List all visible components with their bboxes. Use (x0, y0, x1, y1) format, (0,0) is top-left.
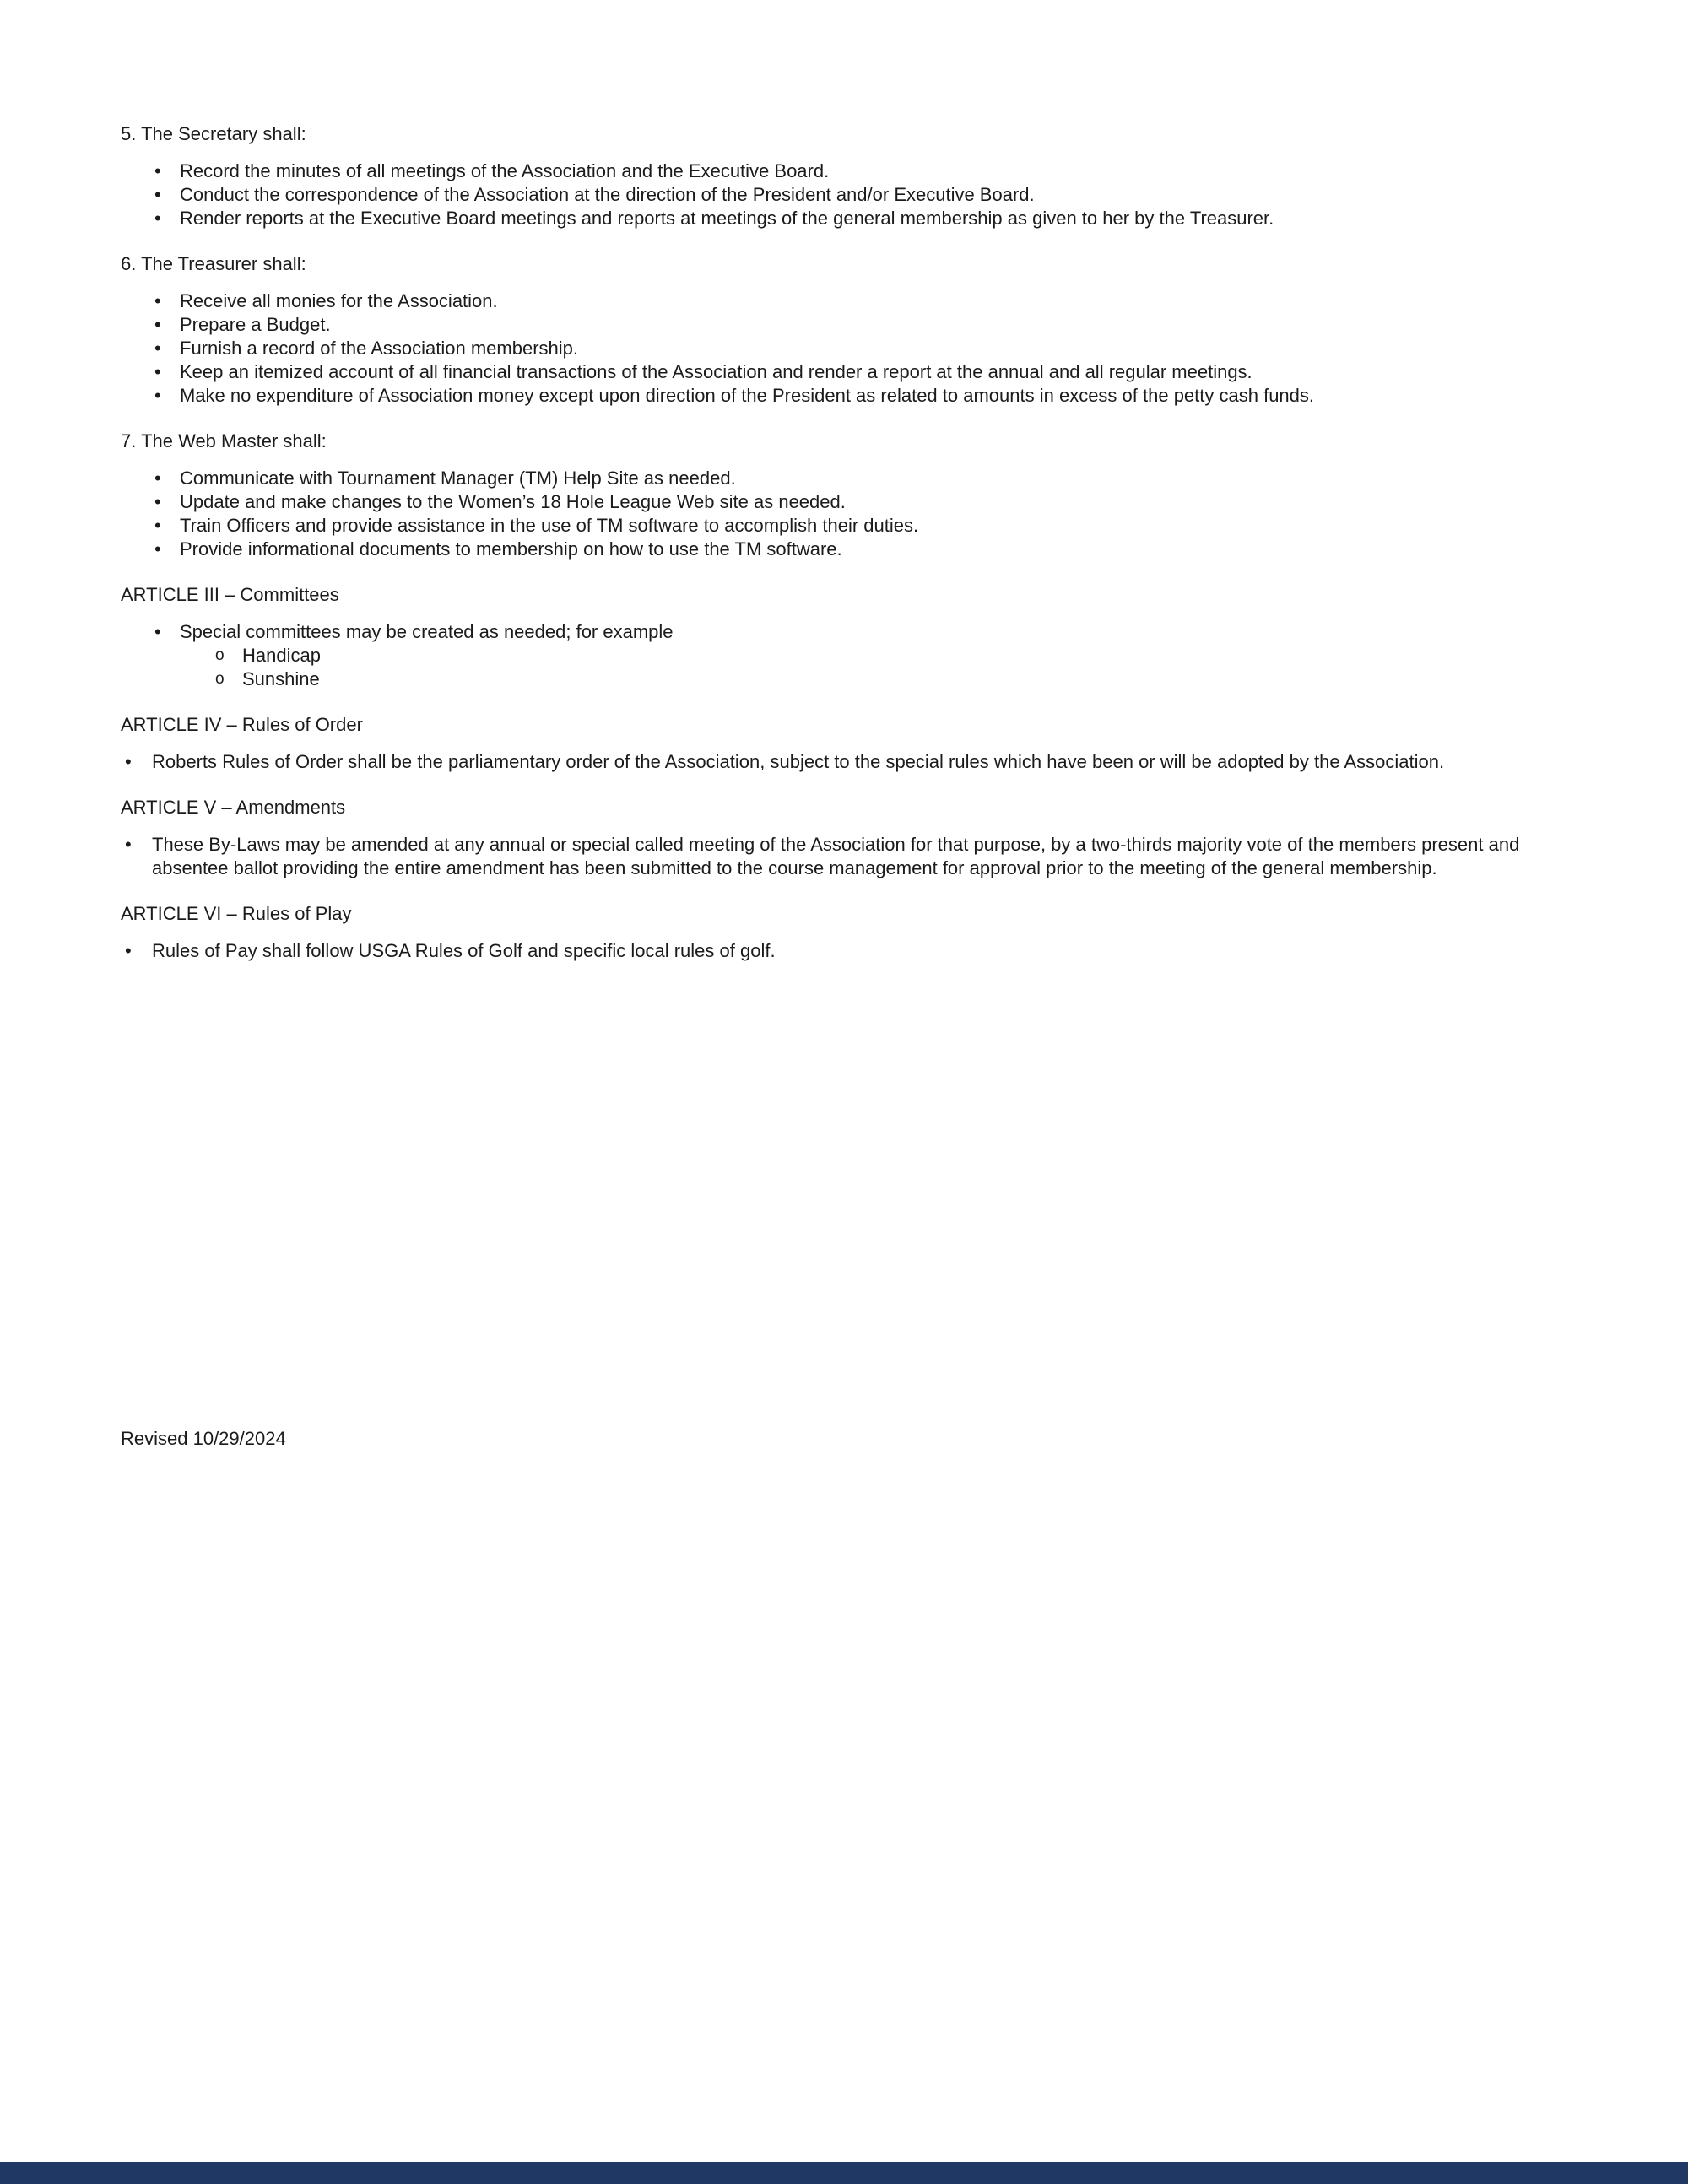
bullet-list (121, 833, 1572, 880)
bullet-list (121, 750, 1572, 774)
bullet-item: • Prepare a Budget. (121, 313, 1572, 337)
bullet-item: • Rules of Pay shall follow USGA Rules of Golf and specific local rules of golf. (121, 939, 1572, 963)
bullet-item: • Special committees may be created as needed; for example o Handicap o Sunshine (121, 620, 1572, 691)
sub-bullet-item: o Handicap (180, 644, 1572, 668)
bottom-bar (0, 2162, 1688, 2184)
section-heading: ARTICLE VI – Rules of Play (121, 903, 352, 924)
bullet-list (121, 159, 1572, 230)
bullet-list (121, 289, 1572, 408)
revision-date: Revised 10/29/2024 (121, 1428, 286, 1449)
sub-bullet-list (180, 644, 1572, 691)
bullet-list (121, 467, 1572, 561)
section-heading: ARTICLE III – Committees (121, 584, 339, 605)
bullet-item: • Record the minutes of all meetings of the Association and the Executive Board. (121, 159, 1572, 183)
bullet-item: • Make no expenditure of Association money except upon direction of the President as related to amounts in excess of the petty cash funds. (121, 384, 1572, 408)
document-page (121, 122, 1572, 1451)
bullet-item: • These By-Laws may be amended at any annual or special called meeting of the Association for that purpose, by a two-thirds majority vote of the members present and absentee ballot providing the entire amendment has been submitted to the course management for approval prior to the meeting of the general membership. (121, 833, 1572, 880)
section-heading: ARTICLE IV – Rules of Order (121, 714, 363, 735)
bullet-item: • Render reports at the Executive Board meetings and reports at meetings of the general membership as given to her by the Treasurer. (121, 207, 1572, 230)
bullet-item: • Train Officers and provide assistance in the use of TM software to accomplish their duties. (121, 514, 1572, 538)
bullet-list (121, 939, 1572, 963)
document-content (121, 122, 1572, 963)
section-heading: 5. The Secretary shall: (121, 123, 306, 144)
sub-bullet-item: o Sunshine (180, 668, 1572, 691)
bullet-item: • Conduct the correspondence of the Association at the direction of the President and/or Executive Board. (121, 183, 1572, 207)
section-heading: ARTICLE V – Amendments (121, 797, 346, 818)
bullet-item: • Furnish a record of the Association membership. (121, 337, 1572, 360)
bullet-item: • Roberts Rules of Order shall be the parliamentary order of the Association, subject to the special rules which have been or will be adopted by the Association. (121, 750, 1572, 774)
section-heading: 6. The Treasurer shall: (121, 253, 306, 274)
bullet-item: • Receive all monies for the Association. (121, 289, 1572, 313)
bullet-item: • Update and make changes to the Women’s 18 Hole League Web site as needed. (121, 490, 1572, 514)
bullet-list (121, 620, 1572, 691)
bullet-item: • Keep an itemized account of all financial transactions of the Association and render a report at the annual and all regular meetings. (121, 360, 1572, 384)
bullet-item: • Provide informational documents to membership on how to use the TM software. (121, 538, 1572, 561)
bullet-item: • Communicate with Tournament Manager (TM) Help Site as needed. (121, 467, 1572, 490)
section-heading: 7. The Web Master shall: (121, 430, 327, 451)
